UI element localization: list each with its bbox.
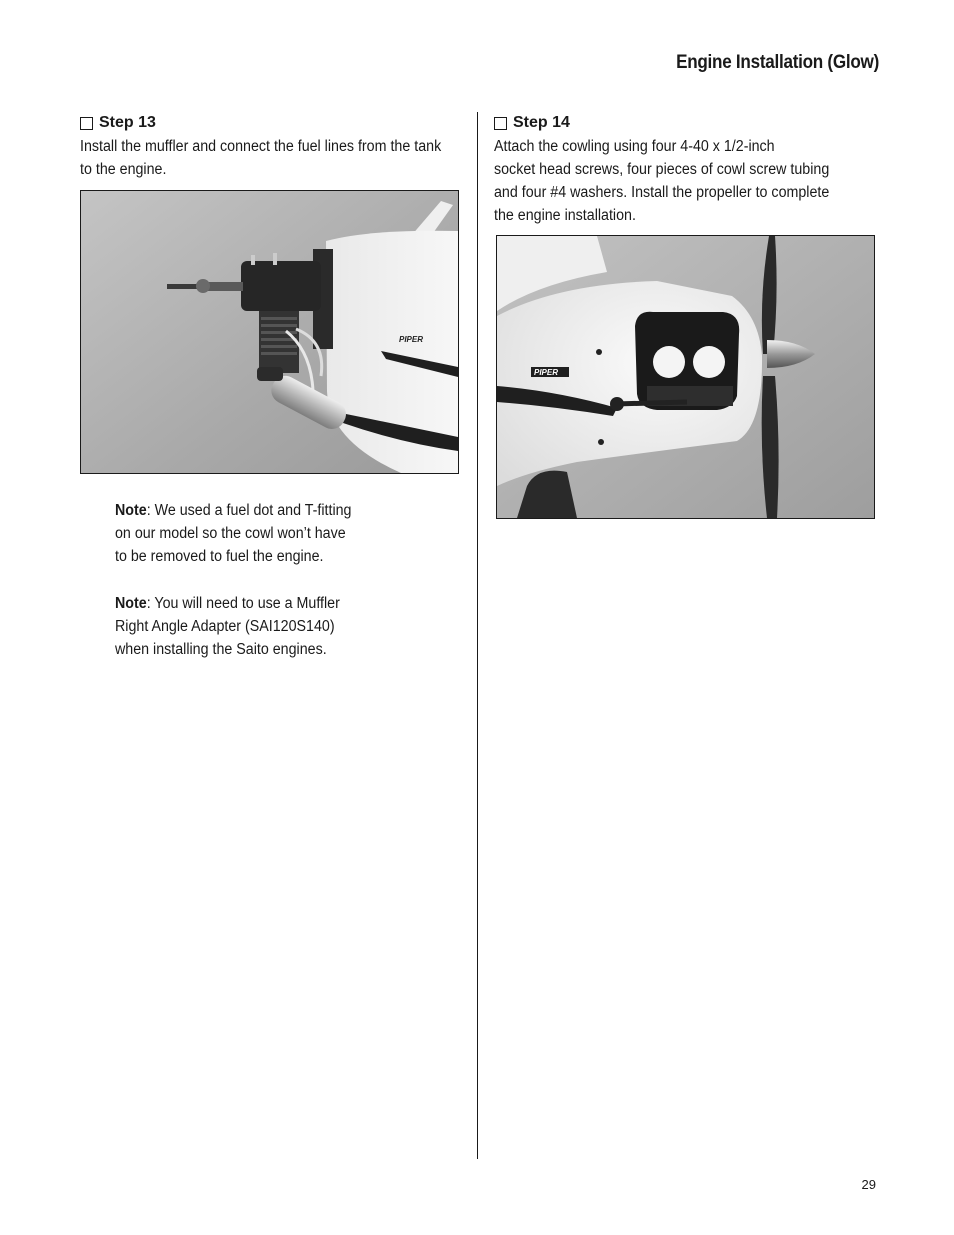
note-label: Note <box>115 502 147 519</box>
step-13-header <box>80 112 460 134</box>
step-13-logo-text: PIPER <box>399 335 424 344</box>
step-13-line: Install the muffler and connect the fuel lines from the tank <box>80 138 442 155</box>
page-number: 29 <box>861 1177 876 1192</box>
step-14-logo-text: PIPER <box>534 368 559 377</box>
step-14 <box>494 112 874 227</box>
note-line <box>115 499 391 522</box>
step-14-line: Attach the cowling using four 4-40 x 1/2-inch <box>494 138 775 155</box>
note-label: Note <box>115 595 147 612</box>
note-muffler-adapter <box>115 592 391 661</box>
column-divider <box>477 112 478 1159</box>
step-14-photo <box>496 235 875 519</box>
step-13 <box>80 112 460 181</box>
note-line: on our model so the cowl won’t have <box>115 525 346 542</box>
step-13-line: to the engine. <box>80 161 167 178</box>
step-13-checkbox[interactable] <box>80 117 93 130</box>
step-14-line: and four #4 washers. Install the propeller to complete <box>494 184 830 201</box>
step-14-instructions <box>494 135 873 227</box>
step-13-instructions <box>80 135 459 181</box>
step-14-line: the engine installation. <box>494 207 636 224</box>
note-line <box>115 592 391 615</box>
step-13-photo <box>80 190 459 474</box>
note-line: Right Angle Adapter (SAI120S140) <box>115 618 335 635</box>
note-text: : We used a fuel dot and T-fitting <box>146 502 352 519</box>
step-14-checkbox[interactable] <box>494 117 507 130</box>
step-14-label: Step 14 <box>513 114 570 131</box>
step-14-header <box>494 112 874 134</box>
section-title: Engine Installation (Glow) <box>676 52 879 73</box>
note-fuel-dot <box>115 499 391 568</box>
step-13-label: Step 13 <box>99 114 156 131</box>
note-line: when installing the Saito engines. <box>115 641 327 658</box>
note-line: to be removed to fuel the engine. <box>115 548 324 565</box>
step-14-line: socket head screws, four pieces of cowl screw tubing <box>494 161 830 178</box>
note-text: : You will need to use a Muffler <box>146 595 340 612</box>
